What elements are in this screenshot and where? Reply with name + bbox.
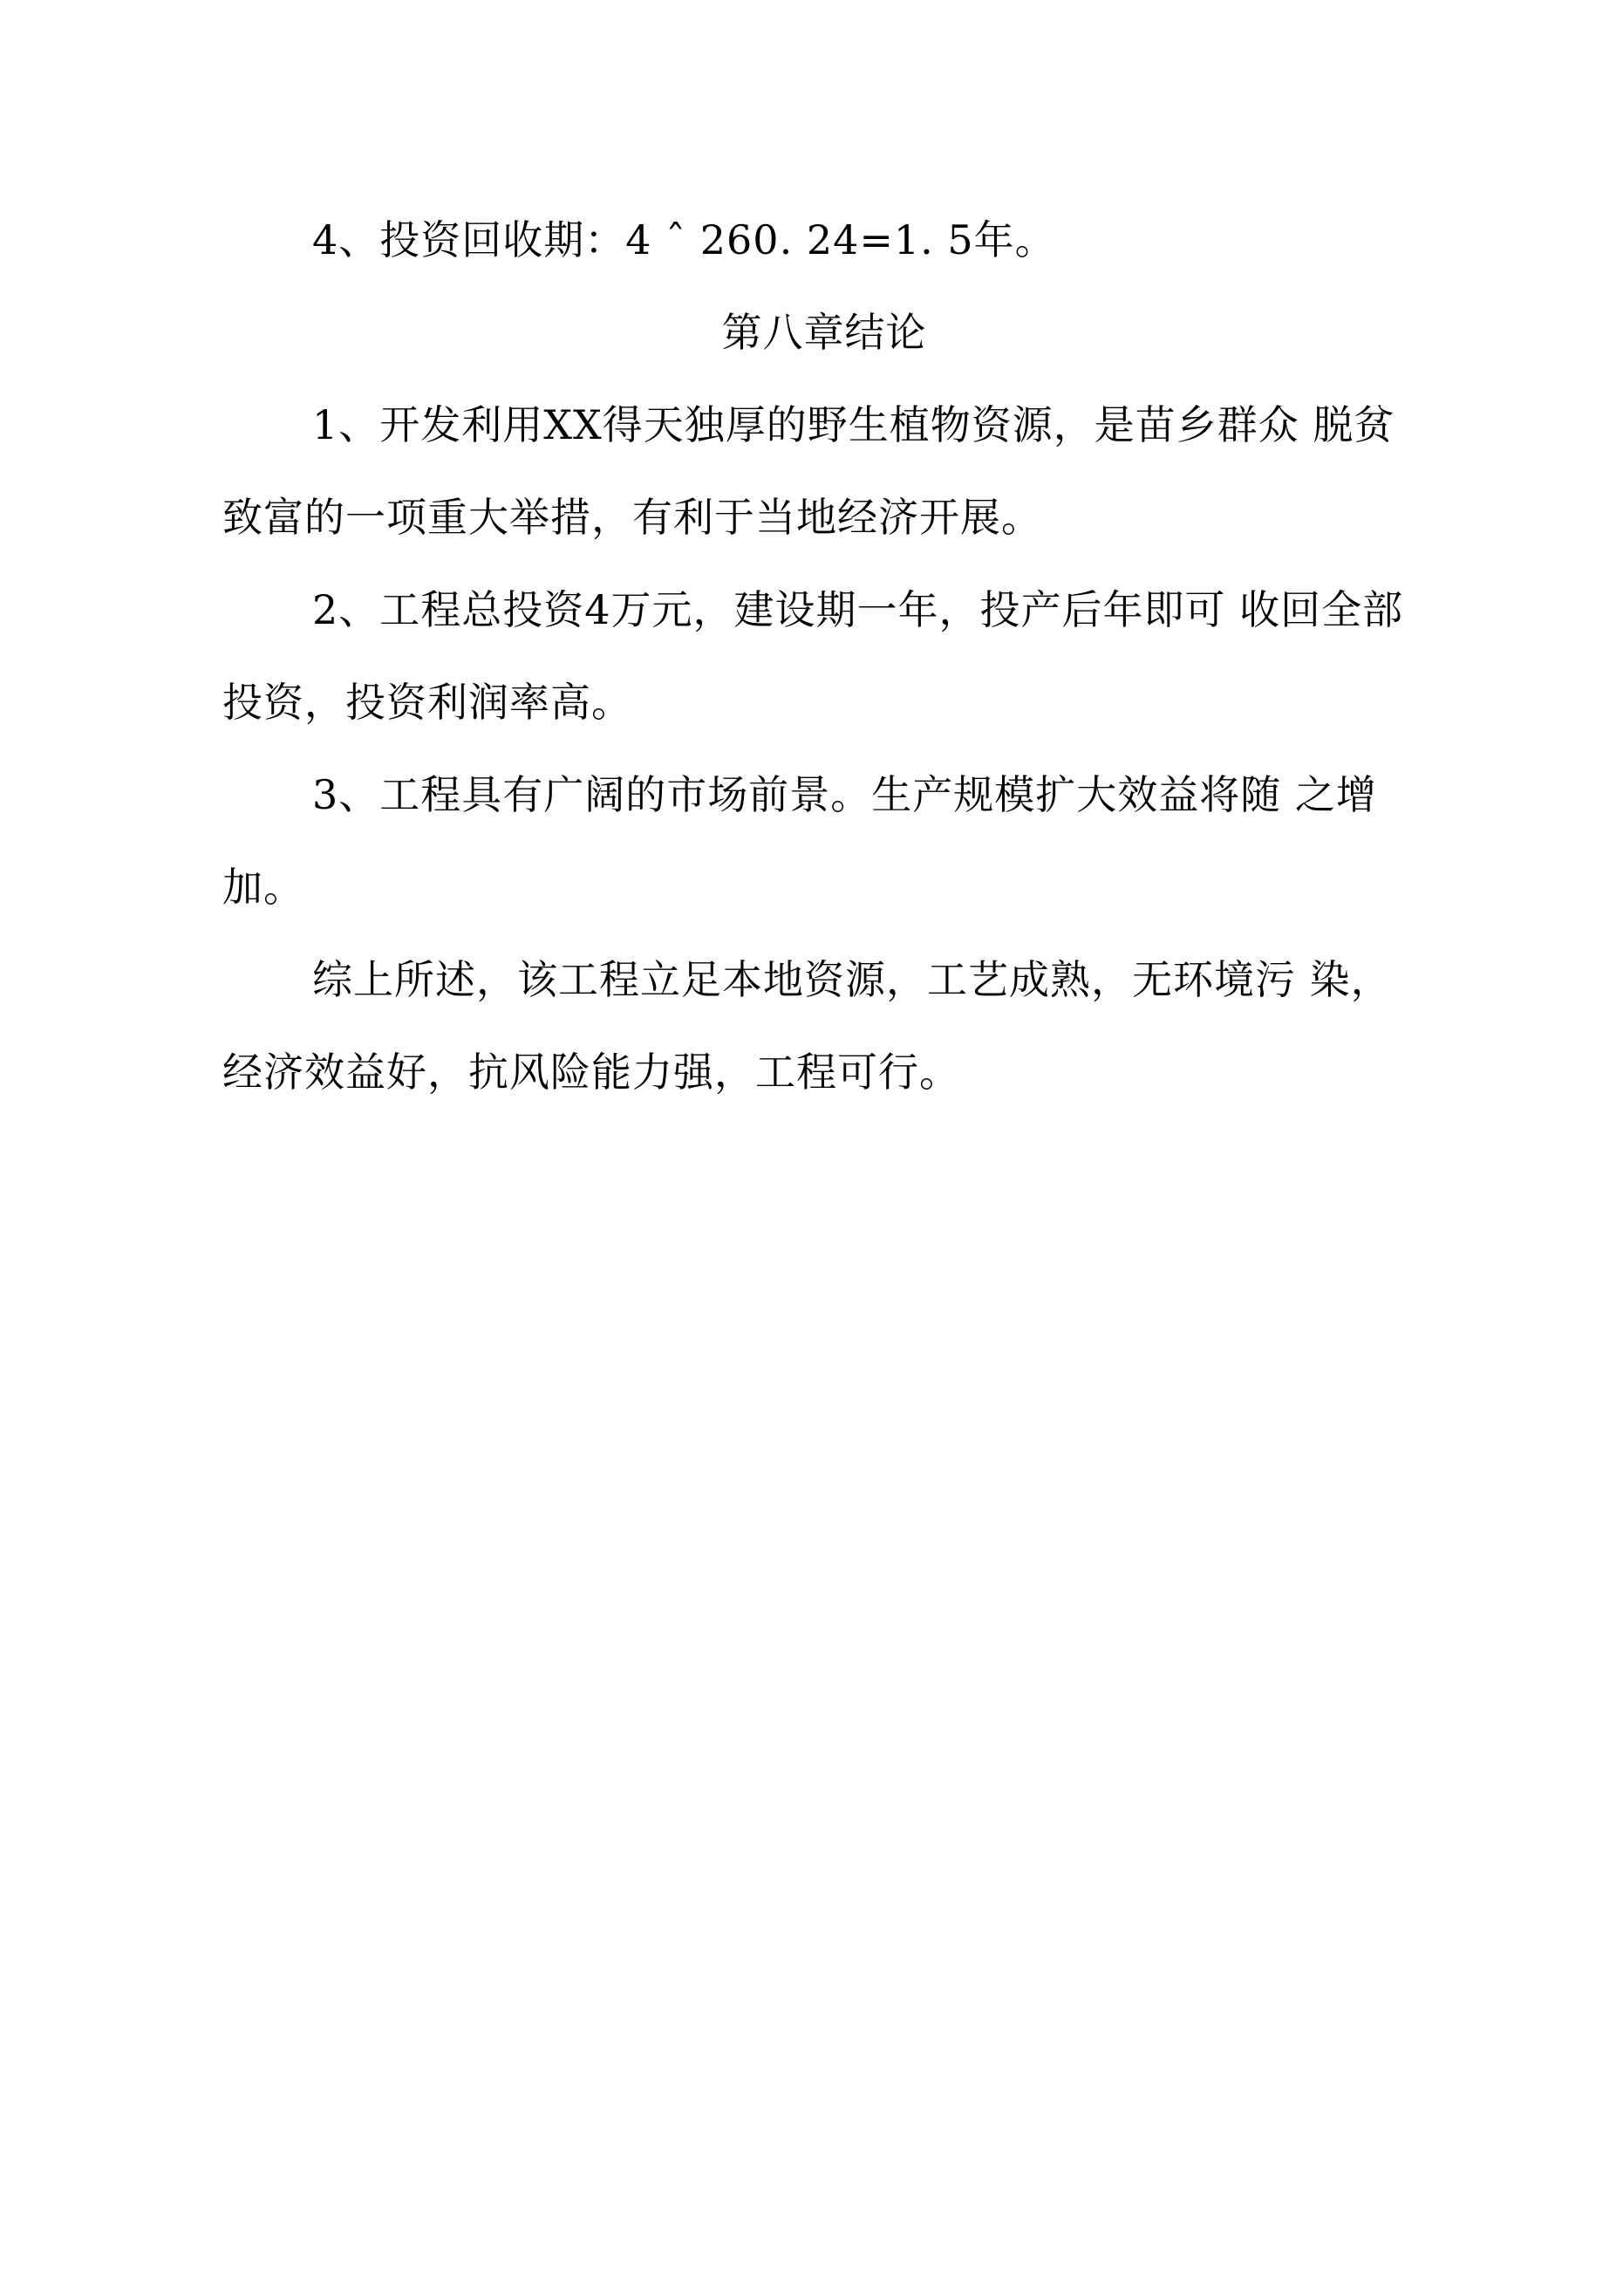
document-body — [222, 194, 1426, 1118]
conclusion-item-1: 1、开发利用XX得天独厚的野生植物资源，是苗乡群众 脱贫致富的一项重大举措，有利于当地经济开展。 — [222, 401, 1395, 541]
chapter-heading: 第八章结论 — [721, 309, 927, 356]
payback-period-line: 4、投资回收期：4 ˆ 260. 24=1. 5年。 — [312, 216, 1056, 263]
summary-paragraph: 综上所述，该工程立足本地资源，工艺成熟，无环境污 染，经济效益好，抗风险能力强，工程可行。 — [222, 956, 1392, 1096]
conclusion-item-2: 2、工程总投资4万元，建设期一年，投产后年即可 收回全部投资，投资利润率高。 — [222, 586, 1404, 726]
conclusion-item-3: 3、工程具有广阔的市场前景。生产规模扩大效益将随 之增加。 — [222, 771, 1377, 911]
